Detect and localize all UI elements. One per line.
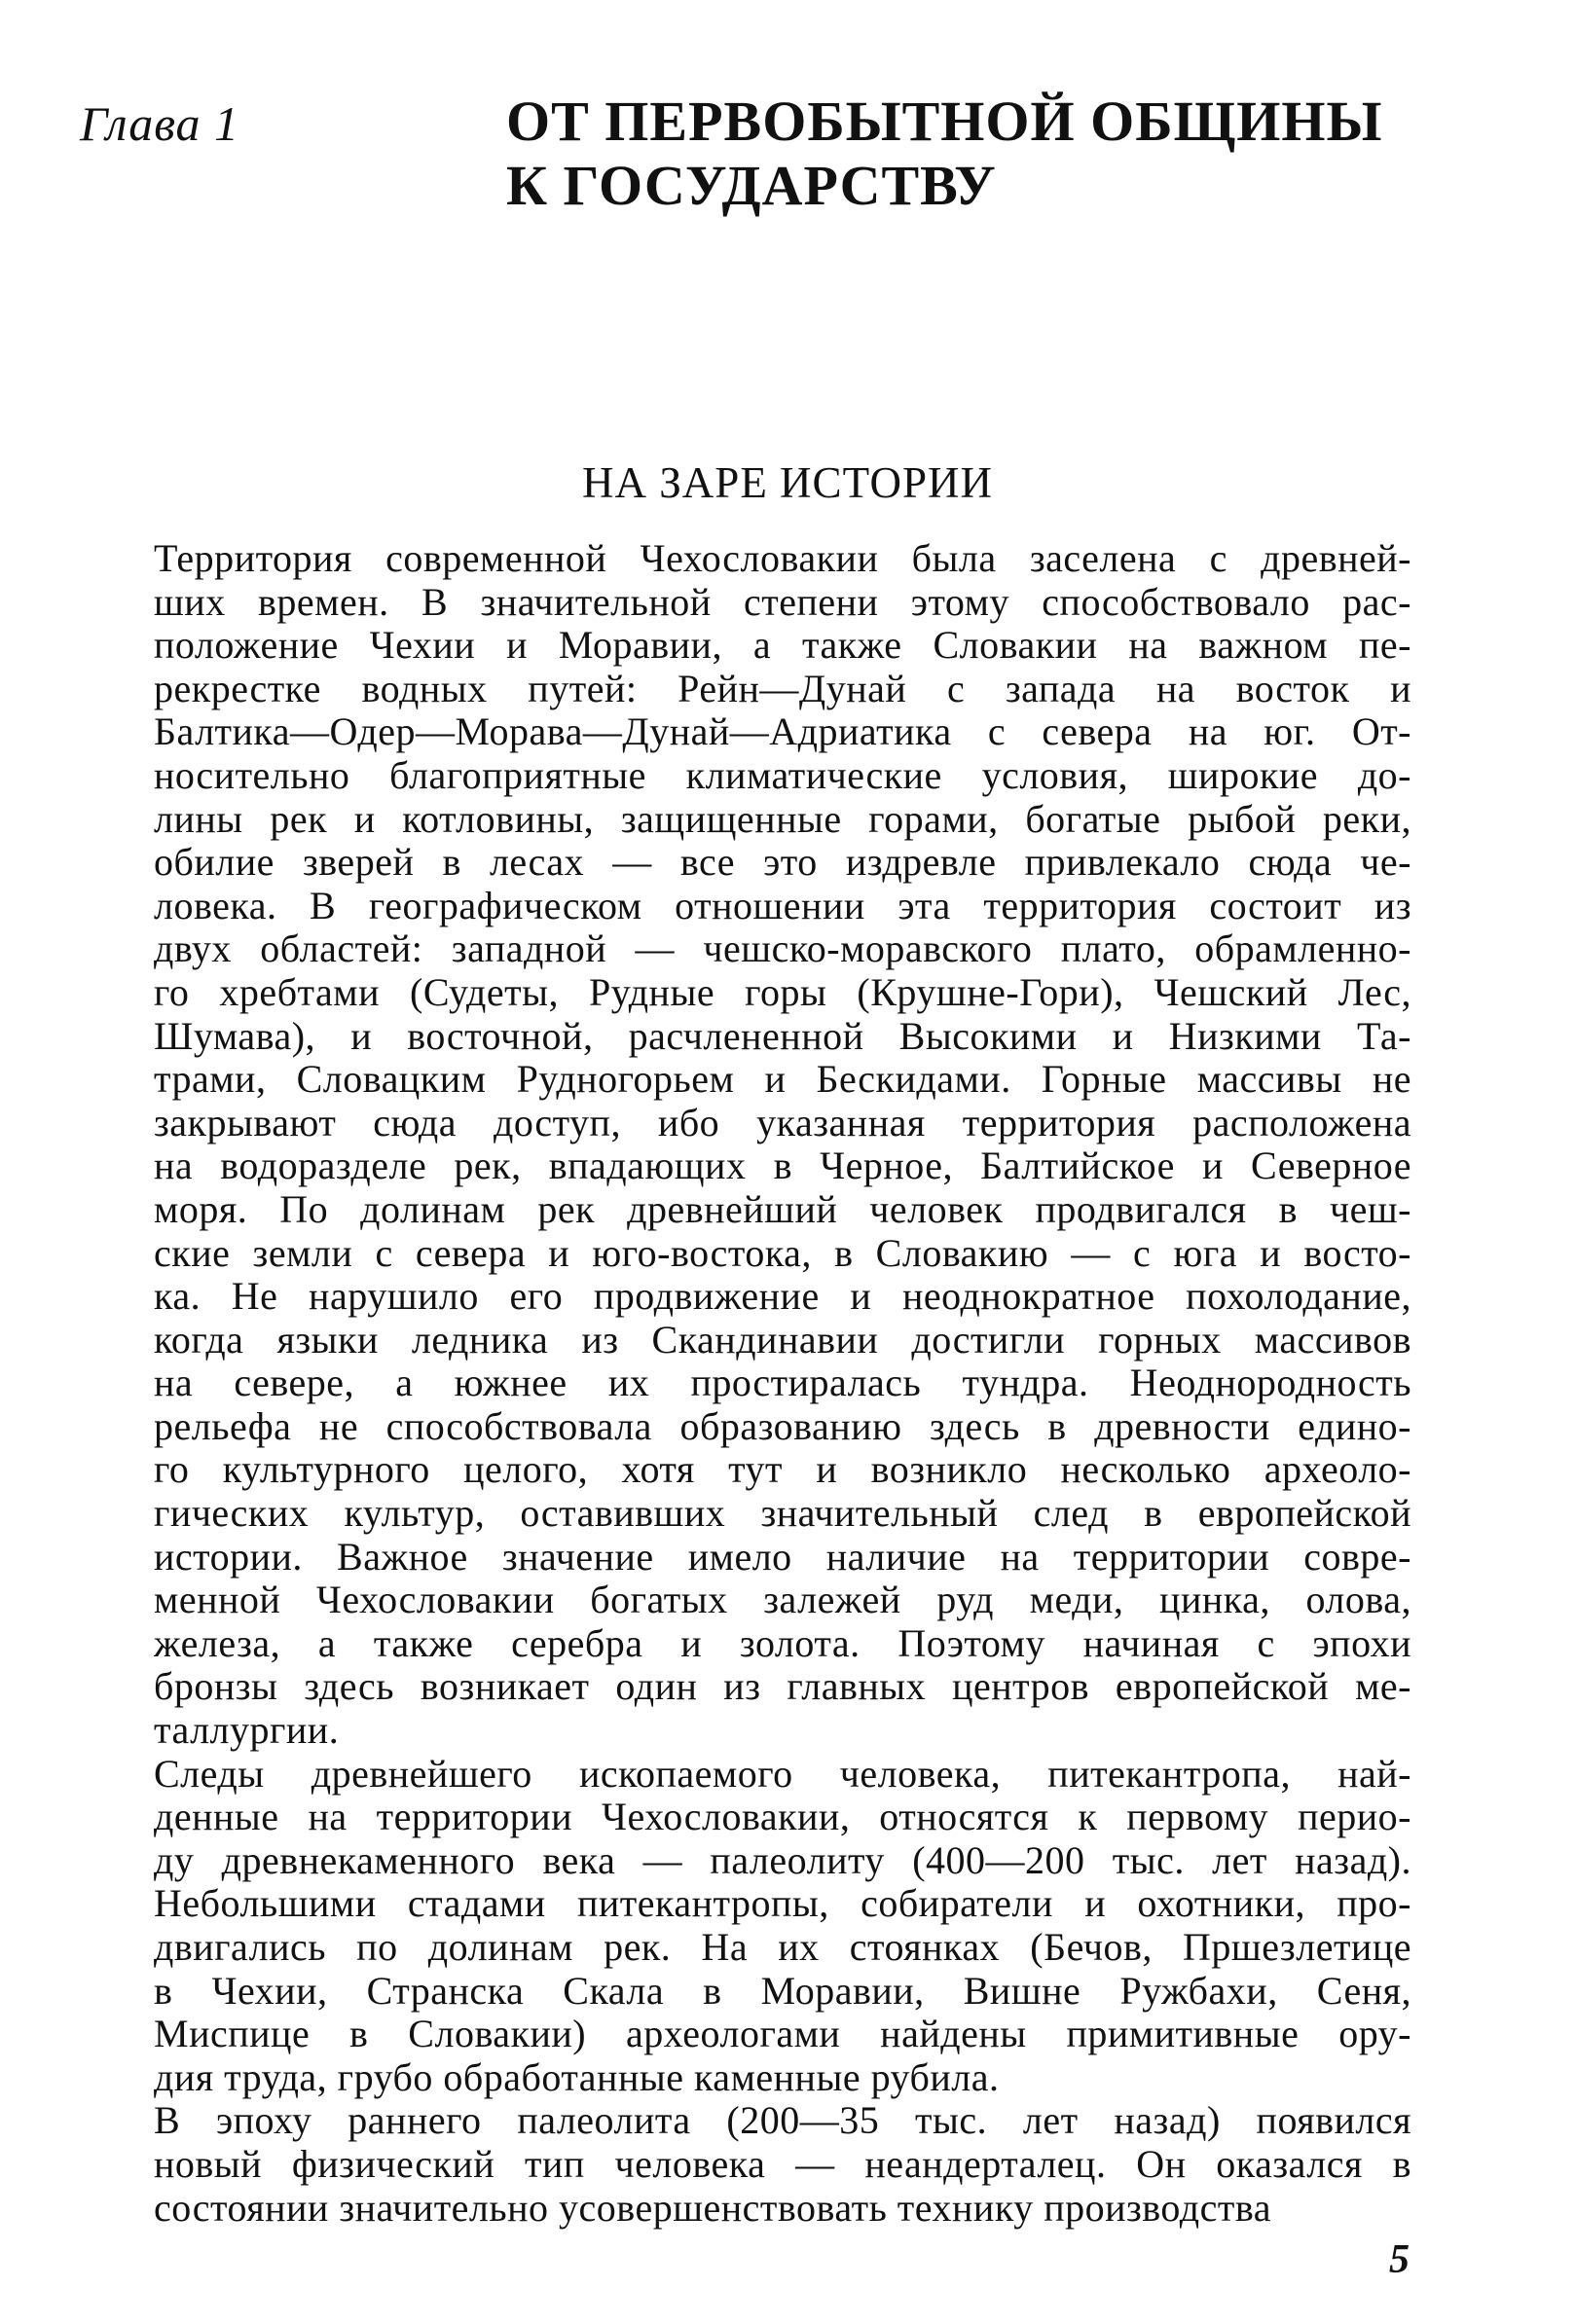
- text-line: на севере, а южнее их простиралась тундра. Неоднородность: [154, 1362, 1411, 1405]
- text-line: ловека. В географическом отношении эта территория состоит из: [154, 884, 1411, 927]
- text-line: Следы древнейшего ископаемого человека, питекантропа, най-: [154, 1752, 1411, 1796]
- text-line: положение Чехии и Моравии, а также Словакии на важном пе-: [154, 624, 1411, 668]
- text-line: железа, а также серебра и золота. Поэтому начиная с эпохи: [154, 1621, 1411, 1665]
- chapter-label: Глава 1: [80, 96, 240, 151]
- text-line: Балтика—Одер—Морава—Дунай—Адриатика с севера на юг. От-: [154, 710, 1411, 754]
- text-line: Территория современной Чехословакии была заселена с древней-: [154, 537, 1411, 580]
- text-line: рекрестке водных путей: Рейн—Дунай с запада на восток и: [154, 667, 1411, 710]
- text-line: ка. Не нарушило его продвижение и неоднократное похолодание,: [154, 1275, 1411, 1319]
- text-line: моря. По долинам рек древнейший человек продвигался в чеш-: [154, 1187, 1411, 1231]
- text-line: когда языки ледника из Скандинавии достигли горных массивов: [154, 1318, 1411, 1362]
- text-line: лины рек и котловины, защищенные горами, богатые рыбой реки,: [154, 797, 1411, 841]
- paragraph: [154, 1753, 1411, 2100]
- text-line: денные на территории Чехословакии, относятся к первому перио-: [154, 1796, 1411, 1839]
- chapter-title-line-1: ОТ ПЕРВОБЫТНОЙ ОБЩИНЫ: [506, 90, 1383, 153]
- paragraph: [154, 2099, 1411, 2230]
- body-text: [154, 537, 1411, 2230]
- text-line: Небольшими стадами питекантропы, собиратели и охотники, про-: [154, 1882, 1411, 1926]
- text-line: двигались по долинам рек. На их стоянках (Бечов, Пршезлетице: [154, 1926, 1411, 1969]
- page-number: 5: [1389, 2237, 1410, 2282]
- text-line: ские земли с севера и юго-востока, в Словакию — с юга и восто-: [154, 1231, 1411, 1275]
- text-line: в Чехии, Странска Скала в Моравии, Вишне Ружбахи, Сеня,: [154, 1969, 1411, 2013]
- text-line: двух областей: западной — чешско-моравского плато, обрамленно-: [154, 927, 1411, 971]
- text-line: закрывают сюда доступ, ибо указанная территория расположена: [154, 1101, 1411, 1144]
- text-line: обилие зверей в лесах — все это издревле привлекало сюда че-: [154, 841, 1411, 885]
- text-line: дия труда, грубо обработанные каменные рубила.: [154, 2055, 1000, 2099]
- text-line: истории. Важное значение имело наличие на территории совре-: [154, 1535, 1411, 1579]
- text-line: ших времен. В значительной степени этому способствовало рас-: [154, 580, 1411, 624]
- chapter-title: [506, 90, 1383, 218]
- text-line: таллургии.: [154, 1709, 340, 1753]
- text-line: ду древнекаменного века — палеолиту (400—200 тыс. лет назад).: [154, 1838, 1411, 1882]
- text-line: В эпоху раннего палеолита (200—35 тыс. лет назад) появился: [154, 2099, 1411, 2143]
- text-line: Миспице в Словакии) археологами найдены примитивные ору-: [154, 2013, 1411, 2056]
- text-line: новый физический тип человека — неандерталец. Он оказался в: [154, 2142, 1411, 2186]
- text-line: трами, Словацким Рудногорьем и Бескидами. Горные массивы не: [154, 1058, 1411, 1102]
- text-line: менной Чехословакии богатых залежей руд меди, цинка, олова,: [154, 1579, 1411, 1622]
- section-title: НА ЗАРЕ ИСТОРИИ: [582, 458, 993, 507]
- text-line: состоянии значительно усовершенствовать технику производства: [154, 2186, 1271, 2230]
- text-line: на водоразделе рек, впадающих в Черное, Балтийское и Северное: [154, 1144, 1411, 1188]
- text-line: носительно благоприятные климатические условия, широкие до-: [154, 753, 1411, 797]
- text-line: бронзы здесь возникает один из главных центров европейской ме-: [154, 1665, 1411, 1709]
- chapter-title-line-2: К ГОСУДАРСТВУ: [506, 154, 997, 217]
- paragraph: [154, 537, 1411, 1753]
- text-line: рельефа не способствовала образованию здесь в древности едино-: [154, 1404, 1411, 1448]
- text-line: гических культур, оставивших значительный след в европейской: [154, 1492, 1411, 1536]
- text-line: Шумава), и восточной, расчлененной Высокими и Низкими Та-: [154, 1014, 1411, 1058]
- text-line: го культурного целого, хотя тут и возникло несколько археоло-: [154, 1448, 1411, 1492]
- text-line: го хребтами (Судеты, Рудные горы (Крушне-Гори), Чешский Лес,: [154, 970, 1411, 1014]
